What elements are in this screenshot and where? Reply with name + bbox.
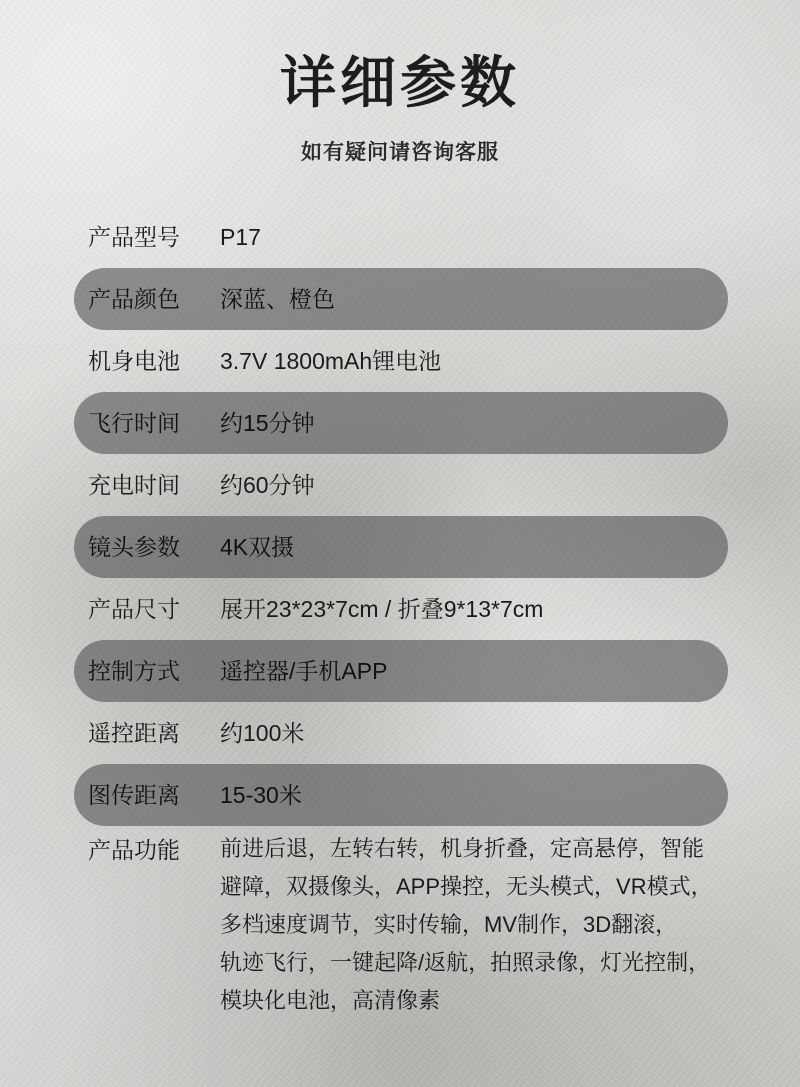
spec-label: 图传距离	[88, 781, 180, 808]
spec-label: 产品颜色	[88, 285, 180, 312]
table-row-functions	[74, 830, 728, 1020]
spec-value: 深蓝、橙色	[220, 285, 335, 312]
table-row	[74, 640, 728, 702]
spec-value: 约60分钟	[220, 471, 315, 498]
spec-value: 遥控器/手机APP	[220, 657, 388, 684]
spec-label: 控制方式	[88, 657, 180, 684]
table-row	[74, 268, 728, 330]
function-line: 模块化电池，高清像素	[220, 987, 441, 1013]
page-header	[0, 0, 800, 166]
spec-value-functions	[206, 830, 728, 1020]
function-line: 前进后退，左转右转，机身折叠，定高悬停，智能	[220, 835, 705, 861]
table-row	[74, 702, 728, 764]
page-subtitle: 如有疑问请咨询客服	[301, 140, 499, 164]
spec-label: 产品尺寸	[88, 595, 180, 622]
table-row	[74, 516, 728, 578]
function-line: 避障，双摄像头，APP操控，无头模式，VR模式，	[220, 873, 713, 899]
spec-label: 飞行时间	[88, 409, 180, 436]
spec-value: 4K双摄	[220, 533, 295, 560]
spec-label: 充电时间	[88, 471, 180, 498]
spec-label: 遥控距离	[88, 719, 180, 746]
spec-label: 产品功能	[88, 836, 180, 863]
spec-label: 产品型号	[88, 223, 180, 250]
spec-value: P17	[220, 223, 261, 250]
spec-value: 约15分钟	[220, 409, 315, 436]
page-title: 详细参数	[280, 51, 520, 114]
spec-value: 3.7V 1800mAh锂电池	[220, 347, 442, 374]
table-row	[74, 330, 728, 392]
table-row	[74, 206, 728, 268]
table-row	[74, 392, 728, 454]
function-line: 多档速度调节，实时传输，MV制作，3D翻滚，	[220, 911, 678, 937]
table-row	[74, 764, 728, 826]
spec-label: 机身电池	[88, 347, 180, 374]
function-line: 轨迹飞行，一键起降/返航，拍照录像，灯光控制，	[220, 949, 711, 975]
spec-value: 展开23*23*7cm / 折叠9*13*7cm	[220, 595, 544, 622]
spec-table	[0, 206, 800, 1020]
spec-value: 约100米	[220, 719, 305, 746]
table-row	[74, 578, 728, 640]
spec-value: 15-30米	[220, 781, 302, 808]
spec-label: 镜头参数	[88, 533, 180, 560]
table-row	[74, 454, 728, 516]
